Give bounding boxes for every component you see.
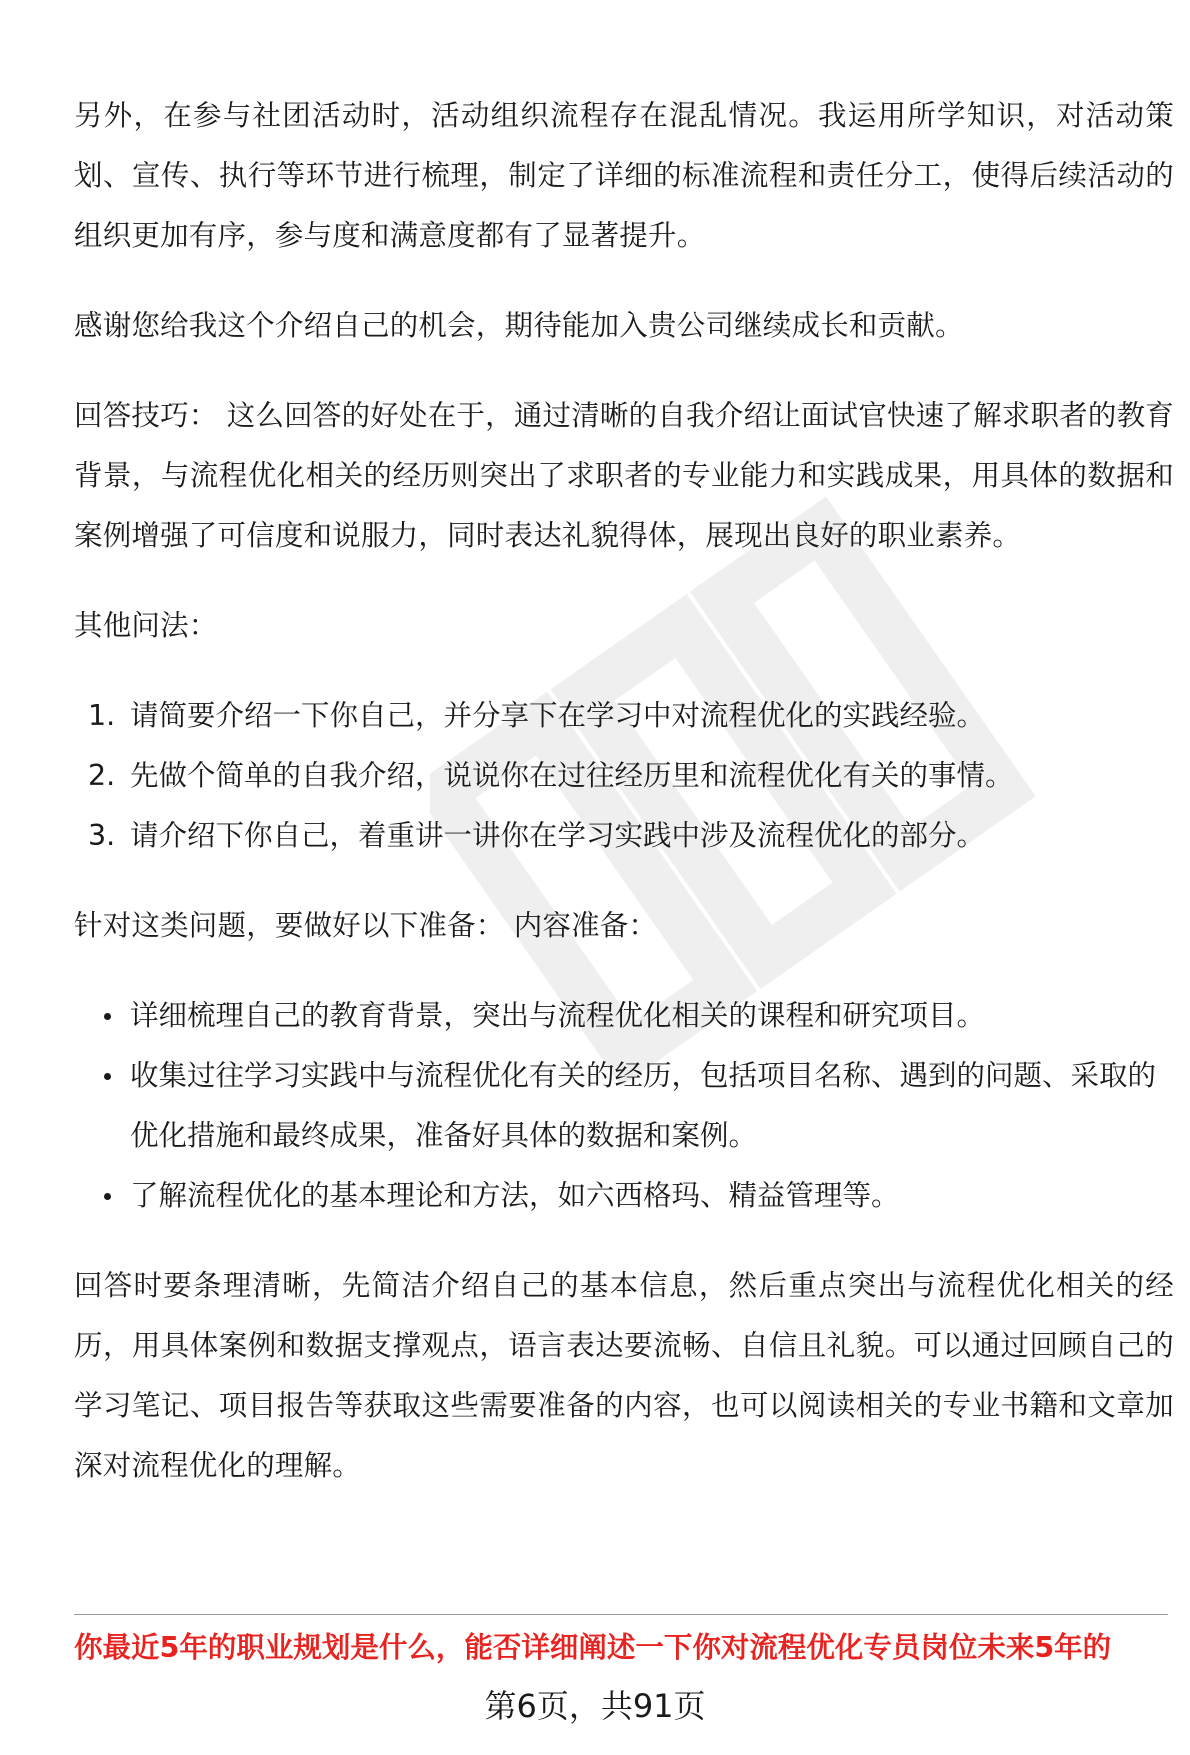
paragraph-thanks: 感谢您给我这个介绍自己的机会，期待能加入贵公司继续成长和贡献。 xyxy=(74,309,964,342)
list-item xyxy=(74,1046,1174,1166)
list-item xyxy=(74,986,1174,1046)
paragraph-preparation-heading: 针对这类问题，要做好以下准备： 内容准备： xyxy=(74,909,658,942)
list-item-text: 收集过往学习实践中与流程优化有关的经历，包括项目名称、遇到的问题、采取的优化措施和最终成果，准备好具体的数据和案例。 xyxy=(130,1059,1157,1152)
other-questions-list xyxy=(74,686,1174,866)
next-question-heading: 你最近5年的职业规划是什么，能否详细阐述一下你对流程优化专员岗位未来5年的 xyxy=(74,1631,1112,1664)
main-content xyxy=(74,86,1174,1526)
list-item-text: 请介绍下你自己，着重讲一讲你在学习实践中涉及流程优化的部分。 xyxy=(130,819,986,852)
list-item-number: 3. xyxy=(88,819,116,852)
paragraph-answer-advice: 回答时要条理清晰，先简洁介绍自己的基本信息，然后重点突出与流程优化相关的经历，用具体案例和数据支撑观点，语言表达要流畅、自信且礼貌。可以通过回顾自己的学习笔记、项目报告等获取这些需要准备的内容，也可以阅读相关的专业书籍和文章加深对流程优化的理解。 xyxy=(74,1269,1174,1482)
list-item-text: 详细梳理自己的教育背景，突出与流程优化相关的课程和研究项目。 xyxy=(130,999,986,1032)
list-item xyxy=(74,1166,1174,1226)
bullet-icon xyxy=(104,1193,111,1200)
list-item-number: 1. xyxy=(88,699,116,732)
bullet-icon xyxy=(104,1073,111,1080)
list-item-number: 2. xyxy=(88,759,116,792)
section-divider xyxy=(74,1614,1168,1615)
list-item-text: 请简要介绍一下你自己，并分享下在学习中对流程优化的实践经验。 xyxy=(130,699,986,732)
heading-other-questions: 其他问法： xyxy=(74,609,218,642)
preparation-list xyxy=(74,986,1174,1226)
paragraph-club-activity: 另外，在参与社团活动时，活动组织流程存在混乱情况。我运用所学知识，对活动策划、宣传、执行等环节进行梳理，制定了详细的标准流程和责任分工，使得后续活动的组织更加有序，参与度和满意度都有了显著提升。 xyxy=(74,99,1174,252)
paragraph-answer-tips: 回答技巧： 这么回答的好处在于，通过清晰的自我介绍让面试官快速了解求职者的教育背景，与流程优化相关的经历则突出了求职者的专业能力和实践成果，用具体的数据和案例增强了可信度和说服力，同时表达礼貌得体，展现出良好的职业素养。 xyxy=(74,399,1174,552)
list-item xyxy=(74,746,1174,806)
bullet-icon xyxy=(104,1013,111,1020)
list-item xyxy=(74,686,1174,746)
list-item-text: 先做个简单的自我介绍，说说你在过往经历里和流程优化有关的事情。 xyxy=(130,759,1014,792)
list-item-text: 了解流程优化的基本理论和方法，如六西格玛、精益管理等。 xyxy=(130,1179,900,1212)
page-footer: 第6页，共91页 xyxy=(484,1687,706,1725)
list-item xyxy=(74,806,1174,866)
